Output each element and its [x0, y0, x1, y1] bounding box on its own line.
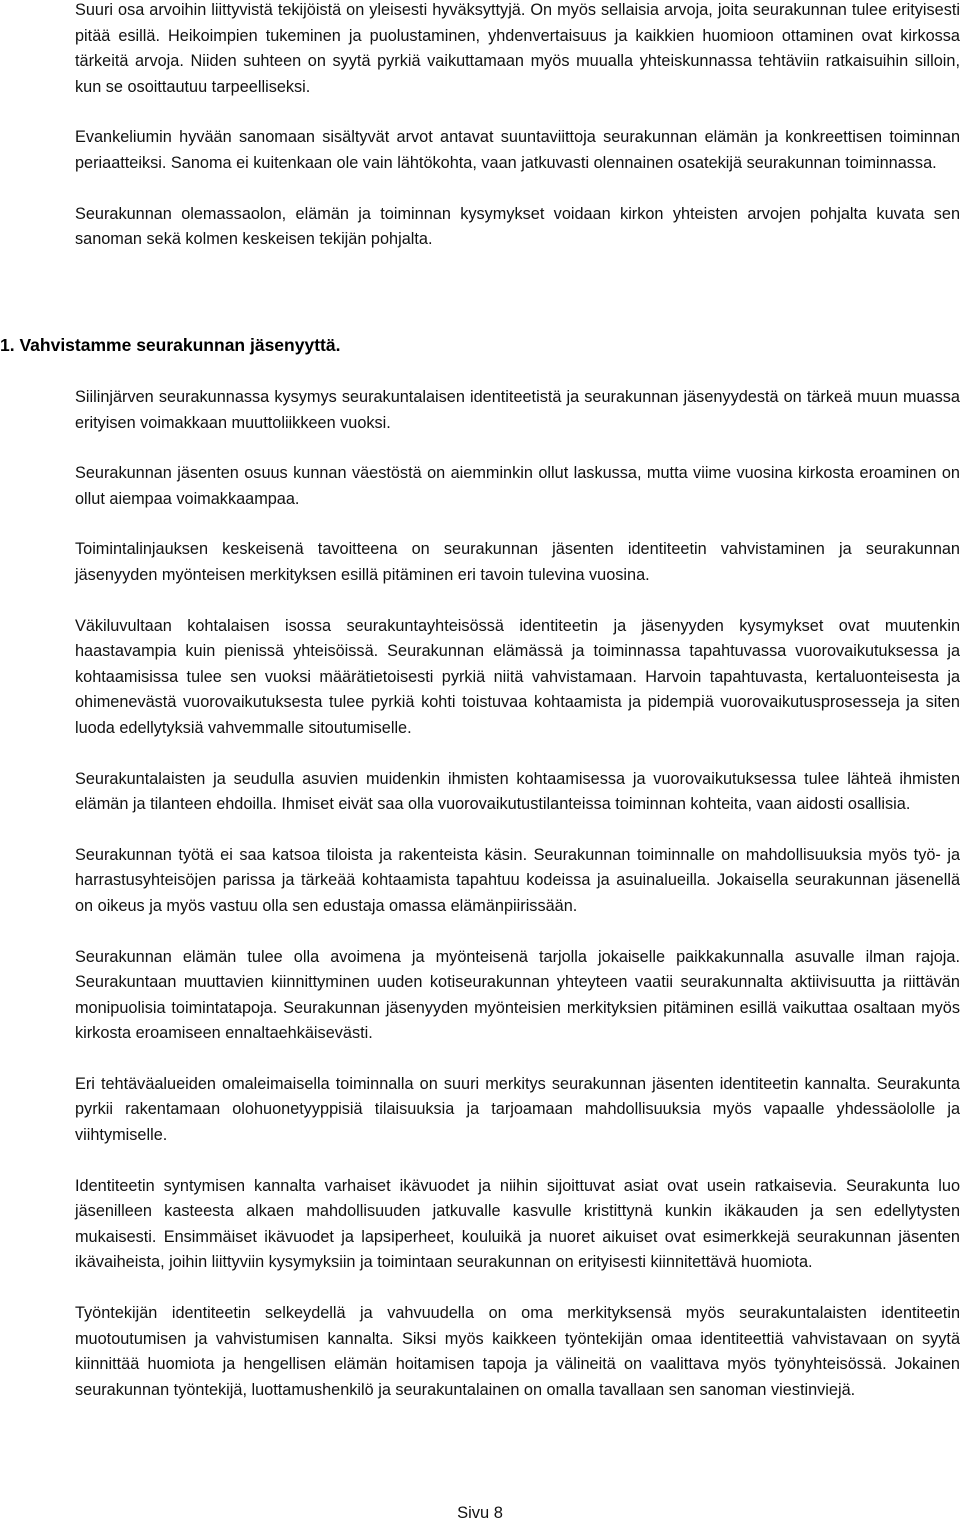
page-number: Sivu 8 [457, 1504, 503, 1522]
section-paragraph-6: Seurakunnan työtä ei saa katsoa tiloista ja rakenteista käsin. Seurakunnan toiminnalle on mahdollisuuksia myös työ- ja harrastusyhteisöjen parissa ja tärkeää kohtaamista tapahtuu kodeissa ja asuinalueilla. Jokaisella seurakunnan jäsenellä on oikeus ja myös vastuu olla sen edustaja omassa elämänpiirissään. [75, 845, 960, 915]
intro-paragraph-3: Seurakunnan olemassaolon, elämän ja toiminnan kysymykset voidaan kirkon yhteisten arvojen pohjalta kuvata sen sanoman sekä kolmen keskeisen tekijän pohjalta. [75, 204, 960, 249]
section-paragraph-9: Identiteetin syntymisen kannalta varhaiset ikävuodet ja niihin sijoittuvat asiat ovat usein ratkaisevia. Seurakunta luo jäsenilleen kasteesta alkaen mahdollisuuden jatkuvalle kasvulle kristittynä kunkin ikäkauden ja sen edellytysten mukaisesti. Ensimmäiset ikävuodet ja lapsiperheet, kouluikä ja nuoret aikuiset ovat esimerkkejä seurakunnan jäsenten ikävaiheista, joihin liittyviin kysymyksiin ja toimintaan seurakunnan on erityisesti kiinnitettävä huomiota. [75, 1176, 960, 1272]
intro-paragraph-1: Suuri osa arvoihin liittyvistä tekijöistä on yleisesti hyväksyttyjä. On myös sellaisia arvoja, joita seurakunnan tulee erityisesti pitää esillä. Heikoimpien tukeminen ja puolustaminen, yhdenvertaisuus ja kaikkien huomioon ottaminen ovat kirkossa tärkeitä arvoja. Niiden suhteen on syytä pyrkiä vaikuttamaan myös muualla yhteiskunnassa tehtäviin ratkaisuihin silloin, kun se osoittautuu tarpeelliseksi. [75, 1, 960, 96]
section-paragraph-8: Eri tehtäväalueiden omaleimaisella toiminnalla on suuri merkitys seurakunnan jäsenten identiteetin kannalta. Seurakunta pyrkii rakentamaan olohuonetyyppisiä tilaisuuksia ja tarjoamaan mahdollisuuksia myös vapaalle yhdessäololle ja viihtymiselle. [75, 1074, 960, 1145]
intro-section [75, 0, 960, 253]
section-paragraph-7: Seurakunnan elämän tulee olla avoimena ja myönteisenä tarjolla jokaiselle paikkakunnalla asuvalle ilman rajoja. Seurakuntaan muuttavien kiinnittyminen uuden kotiseurakunnan yhteyteen vaatii seurakunnalta aktiivisuutta ja riittävän monipuolisia toimintatapoja. Seurakunnan jäsenyyden myönteisien merkityksien pitäminen esillä vaikuttaa osaltaan myös kirkosta eroamiseen ennaltaehkäisevästi. [75, 947, 960, 1043]
section-body [75, 385, 960, 1403]
section-paragraph-1: Siilinjärven seurakunnassa kysymys seurakuntalaisen identiteetistä ja seurakunnan jäsenyydestä on tärkeä muun muassa erityisen voimakkaan muuttoliikkeen vuoksi. [75, 388, 960, 432]
section-paragraph-5: Seurakuntalaisten ja seudulla asuvien muidenkin ihmisten kohtaamisessa ja vuorovaikutuksessa tulee lähteä ihmisten elämän ja tilanteen ehdoilla. Ihmiset eivät saa olla vuorovaikutustilanteissa toiminnan kohteita, vaan aidosti osallisia. [75, 769, 960, 814]
intro-paragraph-2: Evankeliumin hyvään sanomaan sisältyvät arvot antavat suuntaviittoja seurakunnan elämän ja konkreettisen toiminnan periaatteiksi. Sanoma ei kuitenkaan ole vain lähtökohta, vaan jatkuvasti olennainen osatekijä seurakunnan toiminnassa. [75, 128, 960, 172]
section-paragraph-2: Seurakunnan jäsenten osuus kunnan väestöstä on aiemminkin ollut laskussa, mutta viime vuosina kirkosta eroaminen on ollut aiempaa voimakkaampaa. [75, 464, 960, 508]
section-paragraph-3: Toimintalinjauksen keskeisenä tavoitteena on seurakunnan jäsenten identiteetin vahvistaminen ja seurakunnan jäsenyyden myönteisen merkityksen esillä pitäminen eri tavoin tulevina vuosina. [75, 540, 960, 584]
section-paragraph-4: Väkiluvultaan kohtalaisen isossa seurakuntayhteisössä identiteetin ja jäsenyyden kysymykset ovat muutenkin haastavampia kuin pienissä yhteisöissä. Seurakunnan elämässä ja toiminnassa tapahtuvassa vuorovaikutuksessa ja kohtaamisissa tulee sen vuoksi määrätietoisesti pyrkiä niitä vahvistamaan. Harvoin tapahtuvasta, kertaluonteisesta ja ohimenevästä vuorovaikutuksesta tulee pyrkiä kohti toistuvaa kohtaamista ja pidempiä vuorovaikutusprosesseja ja siten luoda edellytyksiä vahvemmalle sitoutumiselle. [75, 616, 960, 737]
section-paragraph-10: Työntekijän identiteetin selkeydellä ja vahvuudella on oma merkityksensä myös seurakuntalaisten identiteetin muotoutumisen ja vahvistumisen kannalta. Siksi myös kaikkeen työntekijän omaa identiteettiä vahvistavaan on syytä kiinnittää huomiota ja hengellisen elämän hoitamisen tapoja ja välineitä on vaalittava myös työnyhteisössä. Jokainen seurakunnan työntekijä, luottamushenkilö ja seurakuntalainen on omalla tavallaan sen sanoman viestinviejä. [75, 1304, 960, 1399]
section-heading: 1. Vahvistamme seurakunnan jäsenyyttä. [0, 335, 341, 355]
